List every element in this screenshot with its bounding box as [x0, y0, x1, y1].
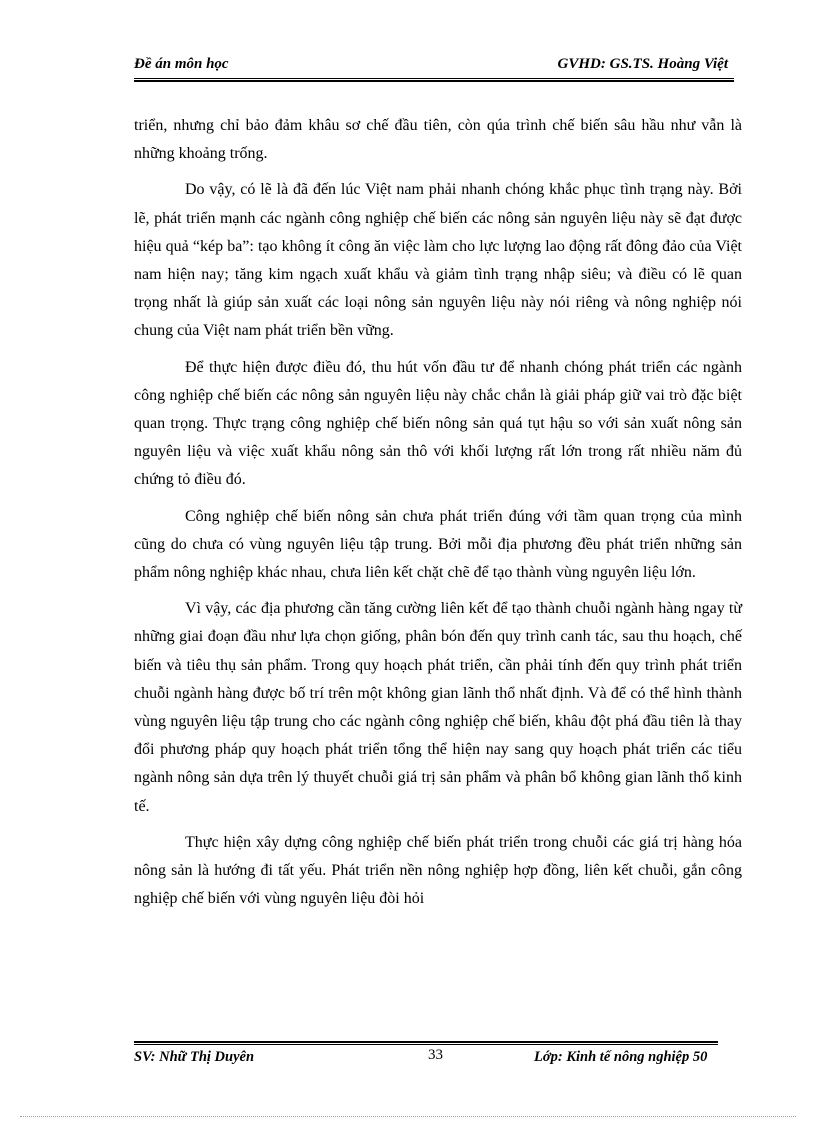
- header-course-title: Đề án môn học: [134, 56, 229, 72]
- paragraph: Vì vậy, các địa phương cần tăng cường liên kết để tạo thành chuỗi ngành hàng ngay từ những giai đoạn đầu như lựa chọn giống, phân bón đến quy trình canh tác, sau thu hoạch, chế biến và tiêu thụ sản phẩm. Trong quy hoạch phát triển, cần phải tính đến quy trình phát triển chuỗi ngành hàng được bố trí trên một không gian lãnh thổ nhất định. Và để có thể hình thành vùng nguyên liệu tập trung cho các ngành công nghiệp chế biến, khâu đột phá đầu tiên là thay đổi phương pháp quy hoạch phát triển tổng thể hiện nay sang quy hoạch phát triển các tiểu ngành nông sản dựa trên lý thuyết chuỗi giá trị sản phẩm và phân bổ không gian lãnh thổ kinh tế.: [134, 600, 742, 815]
- header-supervisor: GVHD: GS.TS. Hoàng Việt: [557, 56, 728, 72]
- page-number: 33: [428, 1047, 443, 1063]
- document-body: [134, 112, 742, 921]
- paragraph: Để thực hiện được điều đó, thu hút vốn đầu tư để nhanh chóng phát triển các ngành công nghiệp chế biến các nông sản nguyên liệu này chắc chắn là giải pháp giữ vai trò đặc biệt quan trọng. Thực trạng công nghiệp chế biến nông sản quá tụt hậu so với sản xuất nông sản nguyên liệu và việc xuất khẩu nông sản thô với khối lượng rất lớn trong rất nhiều năm đủ chứng tỏ điều đó.: [134, 358, 742, 489]
- page-footer: [134, 1049, 734, 1073]
- header-divider: [134, 78, 734, 82]
- footer-divider: [134, 1041, 718, 1045]
- page-edge-divider: [20, 1116, 796, 1117]
- paragraph-continuation: triển, nhưng chỉ bảo đảm khâu sơ chế đầu tiên, còn qúa trình chế biến sâu hầu như vẫn là những khoảng trống.: [134, 117, 742, 163]
- paragraph: Thực hiện xây dựng công nghiệp chế biến phát triển trong chuỗi các giá trị hàng hóa nông sản là hướng đi tất yếu. Phát triển nền nông nghiệp hợp đồng, liên kết chuỗi, gắn công nghiệp chế biến với vùng nguyên liệu đòi hỏi: [134, 833, 742, 908]
- paragraph: Do vậy, có lẽ là đã đến lúc Việt nam phải nhanh chóng khắc phục tình trạng này. Bởi lẽ, phát triển mạnh các ngành công nghiệp chế biến các nông sản nguyên liệu này sẽ đạt được hiệu quả “kép ba”: tạo không ít công ăn việc làm cho lực lượng lao động rất đông đảo của Việt nam hiện nay; tăng kim ngạch xuất khẩu và giảm tình trạng nhập siêu; và điều có lẽ quan trọng nhất là giúp sản xuất các loại nông sản nguyên liệu này nói riêng và nông nghiệp nói chung của Việt nam phát triển bền vững.: [134, 181, 742, 340]
- footer-student-name: SV: Nhữ Thị Duyên: [134, 1049, 255, 1065]
- footer-class: Lớp: Kinh tế nông nghiệp 50: [534, 1049, 708, 1065]
- page-header: [134, 54, 734, 80]
- paragraph: Công nghiệp chế biến nông sản chưa phát triển đúng với tầm quan trọng của mình cũng do chưa có vùng nguyên liệu tập trung. Bởi mỗi địa phương đều phát triển những sản phẩm nông nghiệp khác nhau, chưa liên kết chặt chẽ để tạo thành vùng nguyên liệu lớn.: [134, 507, 742, 582]
